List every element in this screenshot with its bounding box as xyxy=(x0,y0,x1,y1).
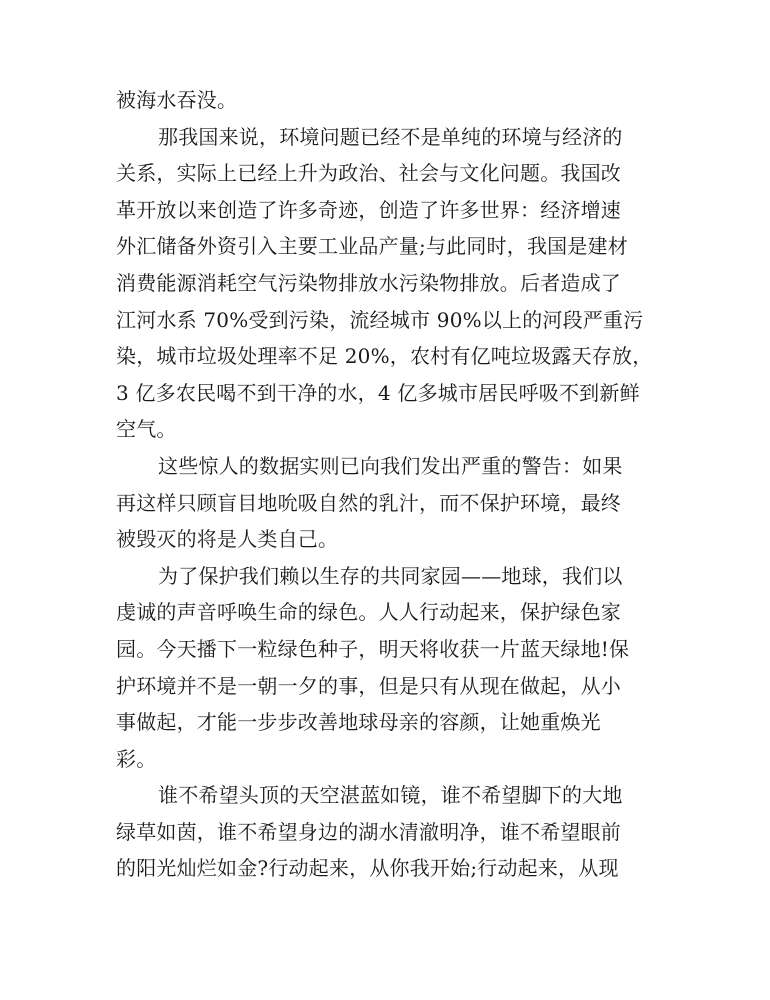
text-line: 这些惊人的数据实则已向我们发出严重的警告：如果 xyxy=(158,453,623,478)
text-line: 护环境并不是一朝一夕的事，但是只有从现在做起，从小 xyxy=(116,673,621,698)
text-line: 绿草如茵，谁不希望身边的湖水清澈明净，谁不希望眼前 xyxy=(116,819,621,844)
text-line: 外汇储备外资引入主要工业品产量;与此同时，我国是建材 xyxy=(116,234,628,259)
text-line: 的阳光灿烂如金?行动起来，从你我开始;行动起来，从现 xyxy=(116,856,619,881)
text-line: 被海水吞没。 xyxy=(116,88,238,112)
text-line: 彩。 xyxy=(116,746,157,771)
body-text xyxy=(116,82,660,887)
text-line: 江河水系 70%受到污染，流经城市 90%以上的河段严重污 xyxy=(116,307,644,332)
text-line: 被毁灭的将是人类自己。 xyxy=(116,527,339,552)
text-line: 革开放以来创造了许多奇迹，创造了许多世界：经济增速 xyxy=(116,197,621,222)
text-line: 关系，实际上已经上升为政治、社会与文化问题。我国改 xyxy=(116,161,621,186)
text-line: 事做起，才能一步步改善地球母亲的容颜，让她重焕光 xyxy=(116,710,601,735)
text-line: 染，城市垃圾处理率不足 20%，农村有亿吨垃圾露天存放， xyxy=(116,344,653,369)
text-line: 再这样只顾盲目地吮吸自然的乳汁，而不保护环境，最终 xyxy=(116,490,621,515)
text-line: 那我国来说，环境问题已经不是单纯的环境与经济的 xyxy=(158,124,623,149)
text-line: 园。今天播下一粒绿色种子，明天将收获一片蓝天绿地!保 xyxy=(116,636,630,661)
text-line: 3 亿多农民喝不到干净的水，4 亿多城市居民呼吸不到新鲜 xyxy=(116,380,640,405)
text-line: 谁不希望头顶的天空湛蓝如镜，谁不希望脚下的大地 xyxy=(158,783,623,808)
text-line: 消费能源消耗空气污染物排放水污染物排放。后者造成了 xyxy=(116,270,621,295)
text-line: 为了保护我们赖以生存的共同家园——地球，我们以 xyxy=(158,563,623,588)
text-line: 空气。 xyxy=(116,417,177,442)
text-line: 虔诚的声音呼唤生命的绿色。人人行动起来，保护绿色家 xyxy=(116,600,621,625)
